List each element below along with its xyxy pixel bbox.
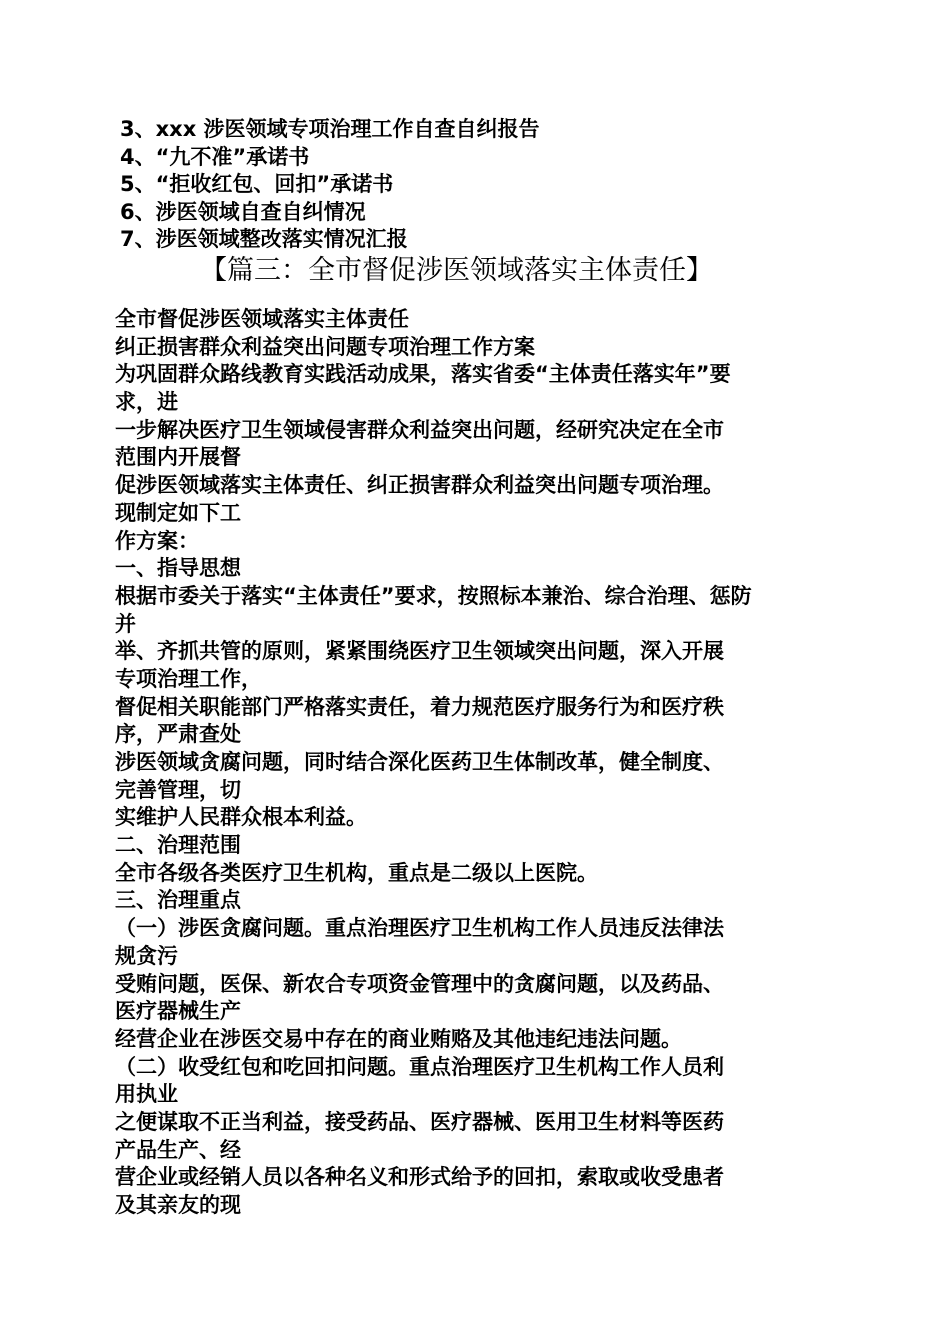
- text-line: 之便谋取不正当利益，接受药品、医疗器械、医用卫生材料等医药: [115, 1109, 724, 1134]
- text-line: 完善管理，切: [115, 777, 241, 802]
- text-line: 根据市委关于落实“主体责任”要求，按照标本兼治、综合治理、惩防: [115, 583, 752, 608]
- text-line: 为巩固群众路线教育实践活动成果，落实省委“主体责任落实年”要: [115, 362, 731, 387]
- text-line: 专项治理工作，: [115, 666, 262, 691]
- text-line: 全市各级各类医疗卫生机构，重点是二级以上医院。: [115, 860, 598, 885]
- list-item: 7、涉医领域整改落实情况汇报: [120, 227, 408, 251]
- text-line: 并: [115, 611, 136, 636]
- text-line: 二、治理范围: [115, 833, 241, 858]
- text-line: 及其亲友的现: [115, 1193, 241, 1217]
- text-line: 营企业或经销人员以各种名义和形式给予的回扣，索取或收受患者: [115, 1165, 724, 1190]
- text-line: 规贪污: [115, 943, 178, 968]
- list-item: 4、“九不准”承诺书: [120, 144, 310, 169]
- text-line: 求，进: [115, 390, 178, 415]
- text-line: 促涉医领域落实主体责任、纠正损害群众利益突出问题专项治理。: [115, 473, 724, 498]
- text-line: 三、治理重点: [115, 888, 241, 913]
- section-heading: 【篇三：全市督促涉医领域落实主体责任】: [200, 255, 713, 286]
- text-line: 序，严肃查处: [115, 722, 241, 747]
- text-line: 纠正损害群众利益突出问题专项治理工作方案: [115, 334, 535, 359]
- text-line: （二）收受红包和吃回扣问题。重点治理医疗卫生机构工作人员利: [115, 1054, 724, 1079]
- list-item: 5、“拒收红包、回扣”承诺书: [120, 172, 394, 196]
- text-line: 涉医领域贪腐问题，同时结合深化医药卫生体制改革，健全制度、: [115, 750, 724, 774]
- body-text: [115, 306, 837, 1220]
- text-line: 举、齐抓共管的原则，紧紧围绕医疗卫生领域突出问题，深入开展: [115, 639, 724, 664]
- text-line: 实维护人民群众根本利益。: [115, 805, 367, 830]
- text-line: 一步解决医疗卫生领域侵害群众利益突出问题，经研究决定在全市: [115, 417, 724, 442]
- text-line: 用执业: [115, 1082, 178, 1107]
- text-line: 产品生产、经: [115, 1137, 241, 1162]
- text-line: 现制定如下工: [115, 500, 241, 525]
- text-line: 医疗器械生产: [115, 999, 241, 1024]
- text-line: 范围内开展督: [115, 445, 241, 470]
- text-line: 全市督促涉医领域落实主体责任: [115, 307, 409, 331]
- text-line: 一、指导思想: [115, 556, 241, 581]
- text-line: 督促相关职能部门严格落实责任，着力规范医疗服务行为和医疗秩: [115, 694, 724, 719]
- text-line: （一）涉医贪腐问题。重点治理医疗卫生机构工作人员违反法律法: [115, 916, 724, 941]
- text-line: 作方案：: [115, 528, 199, 553]
- attachment-list: [120, 116, 840, 254]
- text-line: 受贿问题，医保、新农合专项资金管理中的贪腐问题，以及药品、: [115, 971, 724, 996]
- list-item: 3、xxx 涉医领域专项治理工作自查自纠报告: [120, 117, 540, 141]
- text-line: 经营企业在涉医交易中存在的商业贿赂及其他违纪违法问题。: [115, 1026, 682, 1051]
- list-item: 6、涉医领域自查自纠情况: [120, 199, 366, 224]
